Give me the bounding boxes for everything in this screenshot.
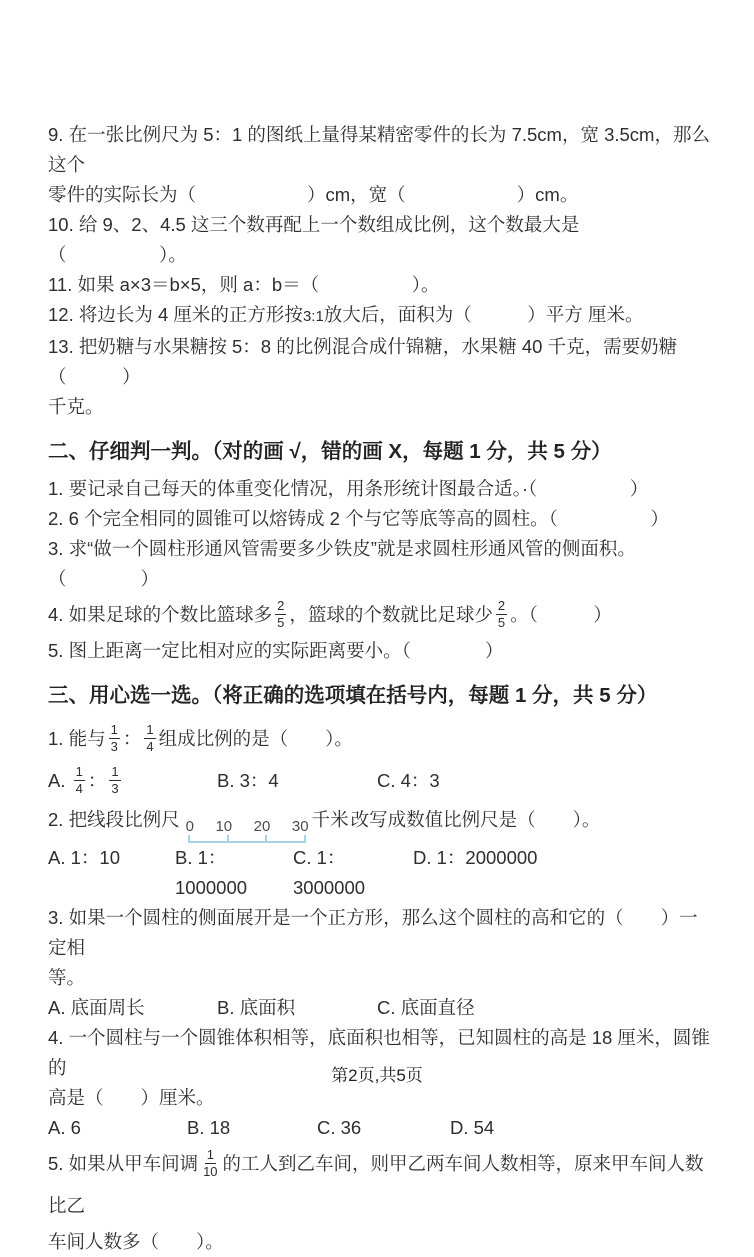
question-11: 11. 如果 a×3＝b×5，则 a：b＝（ ）。 (48, 274, 440, 295)
choice-q4-option-b: B. 18 (187, 1117, 231, 1138)
choice-q2-option-a: A. 1：10 (48, 847, 120, 868)
choice-q3-option-b: B. 底面积 (217, 997, 296, 1018)
fraction-1-3: $\frac{1}{3}$ (111, 764, 119, 796)
choice-q4-option-a: A. 6 (48, 1117, 81, 1138)
choice-q1 (48, 718, 714, 760)
choice-q2-option-c: C. 1：3000000 (293, 847, 366, 898)
judge-section-heading: 二、仔细判一判。（对的画 √，错的画 X，每题 1 分，共 5 分） (48, 440, 612, 463)
choice-q1-option-c: C. 4：3 (377, 770, 440, 791)
choice-q1-text: 1. 能与 (48, 728, 106, 749)
choice-q2 (48, 802, 714, 843)
choice-q2-option-d: D. 1：2000000 (413, 847, 538, 868)
judge-q4-text: 4. 如果足球的个数比篮球多 (48, 604, 273, 625)
choice-q3-line2: 等。 (48, 967, 86, 988)
question-12-ratio: 3:1 (302, 308, 324, 325)
fraction-1-10: $\frac{1}{10}$ (203, 1147, 218, 1179)
option-a-label: A. (48, 770, 71, 791)
choice-q3-option-a: A. 底面周长 (48, 997, 145, 1018)
scale-tick-mark (304, 835, 306, 841)
choice-section (48, 679, 714, 1257)
page-footer: 第2页,共5页 (331, 1066, 423, 1085)
fraction-1-3: $\frac{1}{3}$ (110, 722, 118, 754)
choice-q1-text-after: 组成比例的是（ ）。 (158, 728, 353, 749)
choice-q4-line1: 4. 一个圆柱与一个圆锥体积相等，底面积也相等，已知圆柱的高是 18 厘米，圆锥的 (48, 1027, 710, 1078)
choice-q1-option-b: B. 3：4 (217, 770, 279, 791)
judge-section (48, 435, 714, 666)
choice-q3-option-c: C. 底面直径 (377, 997, 475, 1018)
judge-q2: 2. 6 个完全相同的圆锥可以熔铸成 2 个与它等底等高的圆柱。（ ） (48, 508, 669, 529)
question-13-line2: 千克。 (48, 396, 104, 417)
choice-q3-options (48, 993, 714, 1023)
scale-bar-ruler (188, 835, 306, 843)
question-9-line1: 9. 在一张比例尺为 5：1 的图纸上量得某精密零件的长为 7.5cm，宽 3.5cm，那么这个 (48, 124, 710, 175)
choice-q4-option-d: D. 54 (450, 1117, 495, 1138)
fraction-1-4: $\frac{1}{4}$ (146, 722, 154, 754)
question-12-text-after: 放大后，面积为（ ）平方 厘米。 (323, 304, 644, 325)
judge-q4-text-after: 。（ ） (510, 604, 612, 625)
scale-tick-mark (227, 835, 229, 841)
fraction-2-5: $\frac{2}{5}$ (277, 598, 285, 630)
choice-q3-line1: 3. 如果一个圆柱的侧面展开是一个正方形，那么这个圆柱的高和它的（ ）一定相 (48, 907, 698, 958)
choice-q2-option-b: B. 1：1000000 (175, 847, 248, 898)
scale-tick-label: 30 (291, 818, 309, 835)
choice-q1-colon: ： (122, 728, 142, 749)
judge-q5: 5. 图上距离一定比相对应的实际距离要小。（ ） (48, 640, 504, 661)
judge-q1: 1. 要记录自己每天的体重变化情况，用条形统计图最合适。·（ ） (48, 478, 649, 499)
fraction-1-4: $\frac{1}{4}$ (75, 764, 83, 796)
choice-q1-options (48, 760, 714, 802)
choice-q2-options (48, 843, 714, 903)
choice-q4-line2: 高是（ ）厘米。 (48, 1087, 215, 1108)
scale-bar-unit: 千米 (311, 809, 349, 830)
question-10: 10. 给 9、2、4.5 这三个数再配上一个数组成比例，这个数最大是（ ）。 (48, 214, 580, 265)
choice-q4-options (48, 1113, 714, 1143)
scale-tick-label: 0 (185, 818, 194, 835)
scale-bar-numbers (186, 818, 310, 835)
judge-q4 (48, 594, 714, 636)
choice-section-heading: 三、用心选一选。（将正确的选项填在括号内，每题 1 分，共 5 分） (48, 684, 658, 707)
question-9-line2: 零件的实际长为（ ）cm，宽（ ）cm。 (48, 184, 579, 205)
judge-q3: 3. 求“做一个圆柱形通风管需要多少铁皮”就是求圆柱形通风管的侧面积。（ ） (48, 538, 636, 589)
scale-tick-label: 20 (253, 818, 271, 835)
choice-q5-text: 5. 如果从甲车间调 (48, 1153, 199, 1174)
question-12-text: 12. 将边长为 4 厘米的正方形按 (48, 304, 303, 325)
choice-q5-text-after: 的工人到乙车间，则甲乙两车间人数相等，原来甲车间人数比乙 (48, 1153, 704, 1216)
choice-q2-text-after: 改写成数值比例尺是（ ）。 (350, 809, 601, 830)
line-scale-bar (186, 818, 310, 843)
scale-tick-label: 10 (215, 818, 233, 835)
choice-q5-line1 (48, 1143, 714, 1227)
scale-tick-mark (188, 835, 190, 841)
choice-q5-line2: 车间人数多（ ）。 (48, 1231, 224, 1252)
question-13-line1: 13. 把奶糖与水果糖按 5：8 的比例混合成什锦糖，水果糖 40 千克，需要奶糖（ ） (48, 336, 678, 387)
scale-tick-mark (265, 835, 267, 841)
question-12 (48, 300, 714, 332)
fraction-2-5: $\frac{2}{5}$ (497, 598, 506, 630)
judge-q4-text-mid: ，篮球的个数就比足球少 (289, 604, 493, 625)
choice-q2-text: 2. 把线段比例尺 (48, 809, 180, 830)
option-a-colon: ： (87, 770, 107, 791)
choice-q4-option-c: C. 36 (317, 1117, 362, 1138)
choice-q1-option-a (48, 760, 217, 802)
fill-in-section (48, 120, 714, 422)
